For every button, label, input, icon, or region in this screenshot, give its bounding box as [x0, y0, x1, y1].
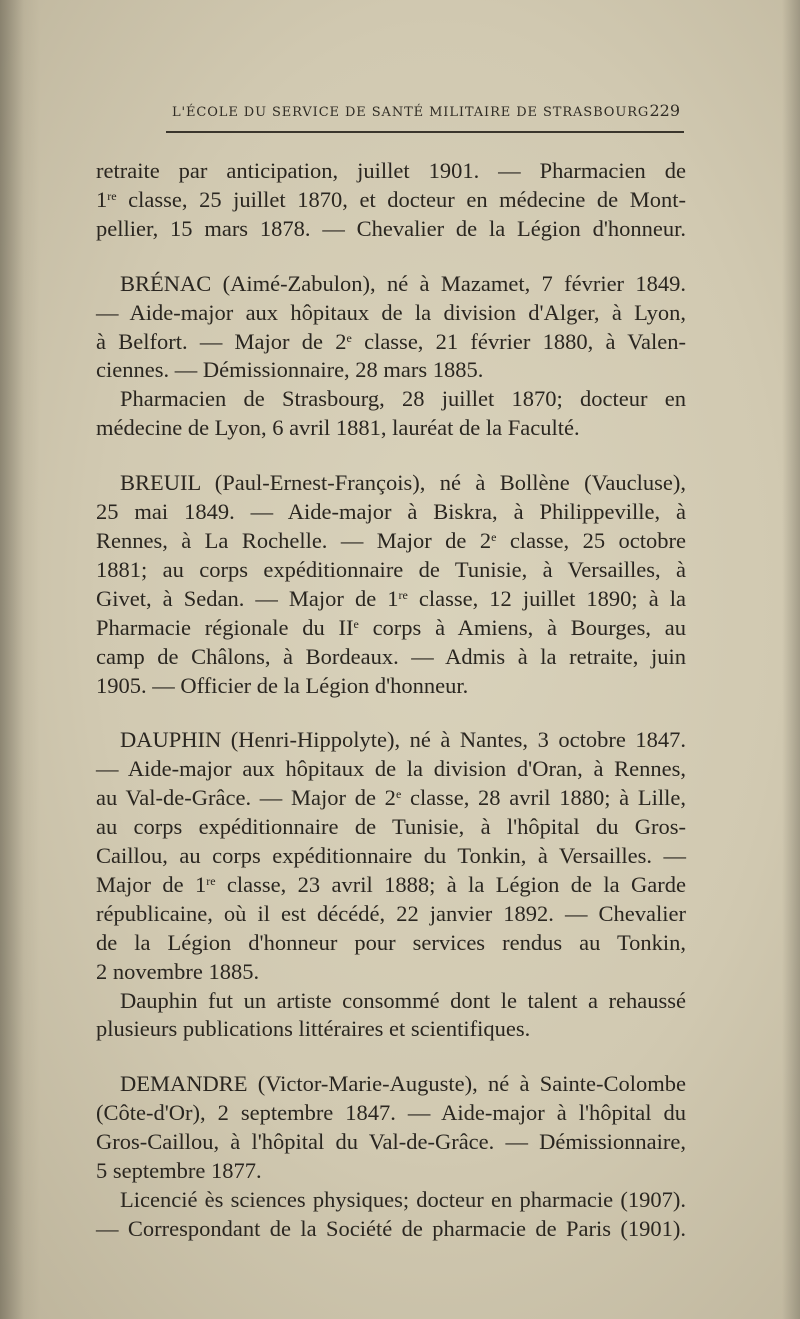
text-line: Gros-Caillou, à l'hôpital du Val-de-Grâce. — Démissionnaire,	[96, 1129, 686, 1155]
text-line: — Aide-major aux hôpitaux de la division d'Oran, à Rennes,	[96, 756, 686, 782]
text-line: Rennes, à La Rochelle. — Major de 2e classe, 25 octobre	[96, 527, 686, 553]
text-line: 25 mai 1849. — Aide-major à Biskra, à Philippeville, à	[96, 499, 686, 525]
text-line: républicaine, où il est décédé, 22 janvier 1892. — Chevalier	[96, 900, 686, 926]
paragraph	[96, 726, 686, 1044]
text-line: DEMANDRE (Victor-Marie-Auguste), né à Sainte-Colombe	[120, 1071, 686, 1097]
text-line: Givet, à Sedan. — Major de 1re classe, 12 juillet 1890; à la	[96, 585, 686, 611]
page-edge-shadow	[0, 0, 40, 1319]
text-line: plusieurs publications littéraires et scientifiques.	[96, 1016, 531, 1042]
text-line: 1881; au corps expéditionnaire de Tunisie, à Versailles, à	[96, 556, 686, 582]
text-line: pellier, 15 mars 1878. — Chevalier de la Légion d'honneur.	[96, 215, 686, 241]
text-line: camp de Châlons, à Bordeaux. — Admis à la retraite, juin	[96, 643, 686, 669]
text-line: — Correspondant de la Société de pharmacie de Paris (1901).	[96, 1215, 686, 1241]
text-line: au Val-de-Grâce. — Major de 2e classe, 28 avril 1880; à Lille,	[96, 785, 686, 811]
page-edge-shadow-right	[782, 0, 800, 1319]
text-line: de la Légion d'honneur pour services rendus au Tonkin,	[96, 929, 686, 955]
text-line: Caillou, au corps expéditionnaire du Tonkin, à Versailles. —	[96, 843, 686, 869]
text-line: Licencié ès sciences physiques; docteur en pharmacie (1907).	[120, 1187, 686, 1212]
running-header	[172, 101, 682, 120]
paragraph	[96, 157, 686, 244]
page-number: 229	[649, 101, 680, 120]
body-text	[96, 157, 686, 1270]
text-line: au corps expéditionnaire de Tunisie, à l'hôpital du Gros-	[96, 814, 686, 840]
paragraph	[96, 270, 686, 443]
text-line: Pharmacien de Strasbourg, 28 juillet 1870; docteur en	[120, 386, 686, 412]
text-line: 1re classe, 25 juillet 1870, et docteur en médecine de Mont-	[96, 186, 686, 212]
text-line: à Belfort. — Major de 2e classe, 21 février 1880, à Valen-	[96, 328, 686, 354]
text-line: Pharmacie régionale du IIe corps à Amiens, à Bourges, au	[96, 614, 686, 640]
text-line: (Côte-d'Or), 2 septembre 1847. — Aide-major à l'hôpital du	[96, 1100, 686, 1126]
text-line: BREUIL (Paul-Ernest-François), né à Bollène (Vaucluse),	[120, 470, 686, 496]
paragraph	[96, 469, 686, 700]
text-line: Dauphin fut un artiste consommé dont le talent a rehaussé	[120, 987, 686, 1013]
text-line: médecine de Lyon, 6 avril 1881, lauréat de la Faculté.	[96, 415, 580, 441]
text-line: Major de 1re classe, 23 avril 1888; à la Légion de la Garde	[96, 871, 686, 897]
text-line: DAUPHIN (Henri-Hippolyte), né à Nantes, 3 octobre 1847.	[120, 727, 686, 753]
text-line: 2 novembre 1885.	[96, 958, 260, 984]
text-line: 1905. — Officier de la Légion d'honneur.	[96, 672, 469, 698]
running-title: L'ÉCOLE DU SERVICE DE SANTÉ MILITAIRE DE STRASBOURG	[172, 105, 650, 120]
paragraph	[96, 1070, 686, 1243]
text-line: retraite par anticipation, juillet 1901. — Pharmacien de	[96, 158, 686, 183]
text-line: 5 septembre 1877.	[96, 1158, 262, 1184]
header-rule	[166, 131, 684, 133]
text-line: ciennes. — Démissionnaire, 28 mars 1885.	[96, 357, 484, 383]
text-line: — Aide-major aux hôpitaux de la division d'Alger, à Lyon,	[96, 299, 686, 325]
text-line: BRÉNAC (Aimé-Zabulon), né à Mazamet, 7 février 1849.	[120, 270, 686, 296]
